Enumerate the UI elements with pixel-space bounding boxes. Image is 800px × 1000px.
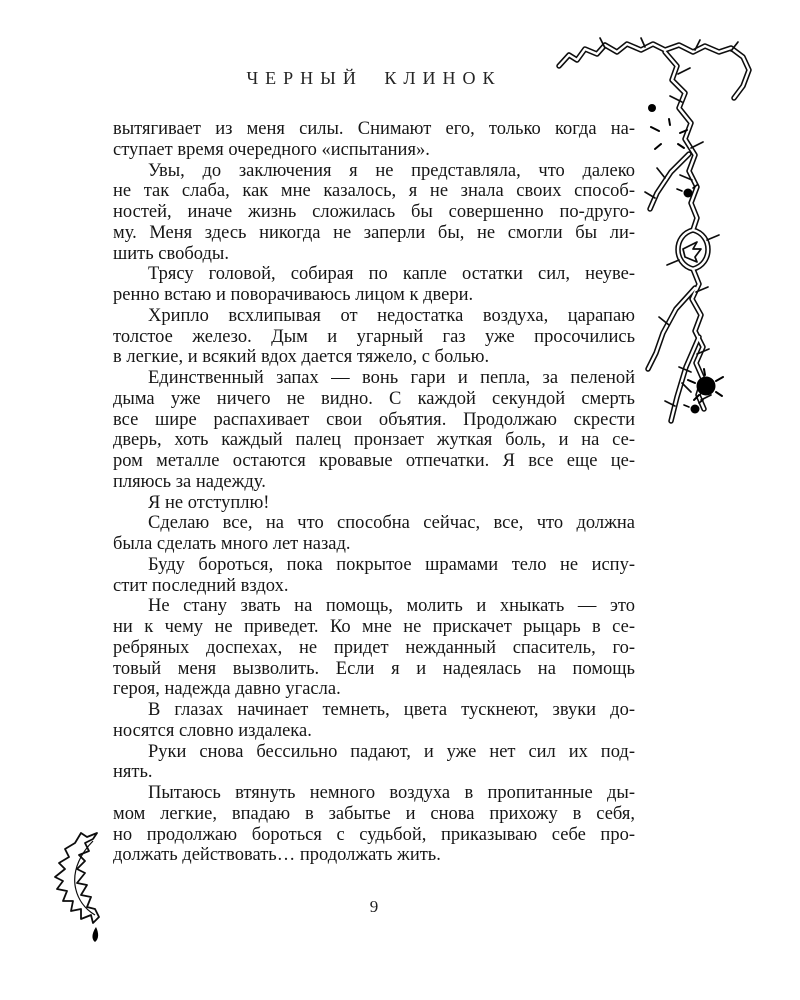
text-line: носятся словно издалека.: [113, 720, 312, 741]
text-line: толстое железо. Дым и угарный газ уже просочились: [113, 326, 635, 347]
text-line: Не стану звать на помощь, молить и хныкать — это: [148, 596, 635, 617]
text-line: ностей, иначе жизнь сложилась бы совершенно по-друго-: [113, 202, 635, 222]
ink-blots: [641, 103, 723, 414]
text-line: ни к чему не приведет. Ко мне не прискачет рыцарь в се-: [113, 617, 635, 637]
text-line: ренно встаю и поворачиваюсь лицом к двери.: [113, 285, 474, 305]
page-number: 9: [369, 897, 379, 916]
text-line: пляюсь за надежду.: [113, 471, 266, 492]
text-line: должать действовать… продолжать жить.: [113, 845, 441, 866]
text-line: героя, надежда давно угасла.: [113, 679, 341, 700]
text-line: Пытаюсь втянуть немного воздуха в пропитанные ды-: [148, 783, 635, 803]
text-line: ром металле остаются кровавые отпечатки. Я все еще це-: [113, 451, 635, 471]
text-line: вытягивает из меня силы. Снимают его, только когда на-: [113, 119, 635, 139]
text-line: ступает время очередного «испытания».: [113, 139, 430, 160]
text-line: но продолжаю бороться с судьбой, приказываю себе про-: [113, 824, 635, 845]
text-line: Буду бороться, пока покрытое шрамами тело не испу-: [148, 554, 635, 575]
text-line: была сделать много лет назад.: [113, 534, 351, 554]
text-column: [113, 119, 635, 866]
blade-wisp-ornament-icon: [35, 823, 125, 948]
text-line: в легкие, и всякий вдох дается тяжело, с болью.: [113, 347, 490, 368]
text-line: нять.: [113, 762, 153, 783]
text-line: дверь, хоть каждый палец пронзает жуткая боль, и на се-: [113, 430, 635, 451]
text-line: му. Меня здесь никогда не заперли бы, не смогли бы ли-: [113, 222, 635, 243]
text-line: В глазах начинает темнеть, цвета тускнеют, звуки до-: [148, 700, 635, 720]
text-line: стит последний вздох.: [113, 575, 289, 596]
text-line: Я не отступлю!: [148, 492, 270, 513]
text-line: Руки снова бессильно падают, и уже нет сил их под-: [148, 741, 635, 762]
text-line: Трясу головой, собирая по капле остатки сил, неуве-: [148, 264, 635, 285]
text-line: Хрипло всхлипывая от недостатка воздуха, царапаю: [148, 305, 635, 326]
text-line: шить свободы.: [113, 243, 229, 264]
text-line: не так слаба, как мне казалось, я не знала своих способ-: [113, 181, 635, 202]
text-line: ребряных доспехах, не придет нежданный спаситель, го-: [113, 637, 635, 658]
page-title: ЧЕРНЫЙ КЛИНОК: [246, 68, 502, 88]
text-line: дыма уже ничего не видно. С каждой секундой смерть: [113, 388, 635, 409]
text-line: Единственный запах — вонь гари и пепла, за пеленой: [148, 368, 635, 388]
text-line: все шире распахивает свои объятия. Продолжаю скрести: [113, 409, 635, 430]
text-line: Увы, до заключения я не представляла, что далеко: [148, 160, 635, 181]
ink-drop-icon: [92, 927, 98, 942]
text-line: Сделаю все, на что способна сейчас, все, что должна: [148, 513, 635, 534]
text-line: мом легкие, впадаю в забытье и снова прихожу в себя,: [113, 803, 635, 824]
text-line: товый меня вызволить. Если я и надеялась на помощь: [113, 658, 635, 679]
